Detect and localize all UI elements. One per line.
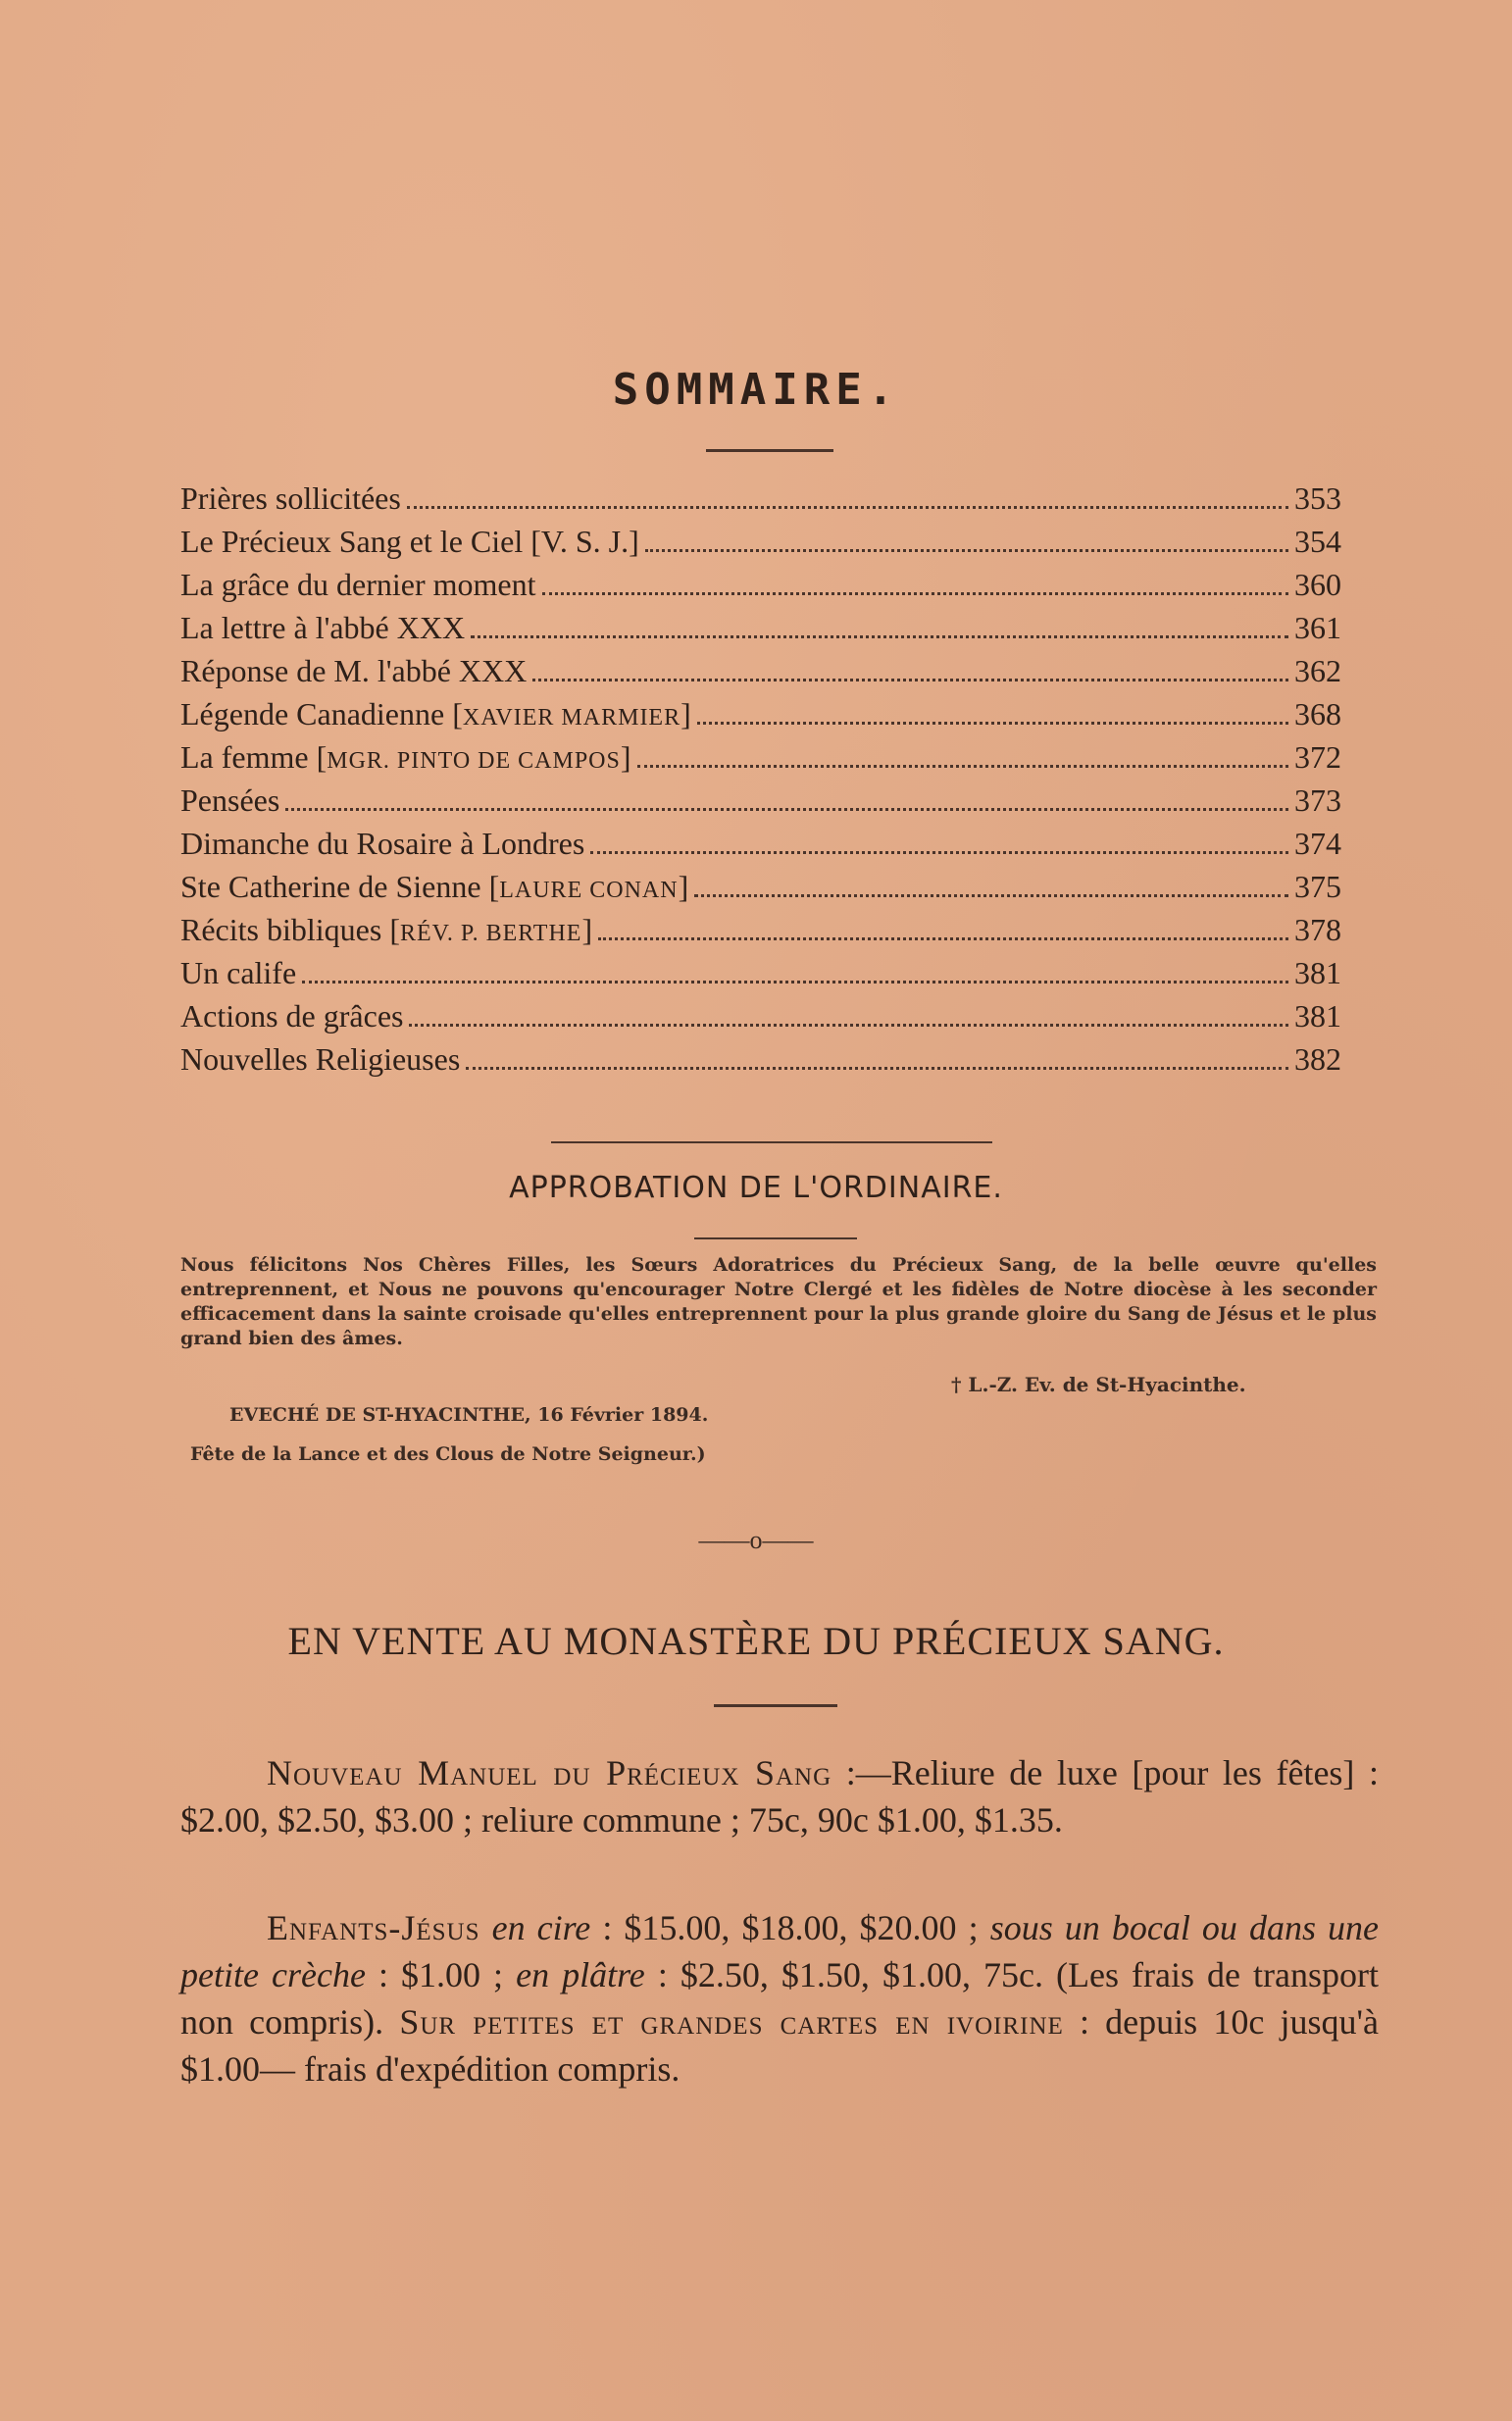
toc-leader-dots (532, 678, 1288, 681)
toc-title-text: Un calife (180, 955, 297, 990)
toc-title-text: Légende Canadienne [ (180, 696, 463, 731)
toc-row (180, 567, 1341, 610)
toc-page-number: 374 (1294, 826, 1341, 861)
toc-leader-dots (407, 505, 1288, 509)
vente-paragraph-manual (180, 1749, 1379, 1843)
toc-author: MGR. PINTO DE CAMPOS (327, 748, 621, 774)
toc-row (180, 1041, 1341, 1084)
toc-row (180, 653, 1341, 696)
toc-title (180, 480, 401, 517)
toc-row (180, 480, 1341, 524)
toc-leader-dots (694, 893, 1288, 897)
toc-row (180, 869, 1341, 912)
toc-title-text: Ste Catherine de Sienne [ (180, 869, 500, 904)
toc-leader-dots (285, 807, 1288, 811)
toc-leader-dots (697, 721, 1288, 725)
toc-leader-dots (598, 936, 1288, 940)
section-separator: ——o—— (698, 1526, 814, 1554)
toc-page-number: 353 (1294, 480, 1341, 516)
toc-title (180, 610, 465, 646)
title-rule (706, 449, 833, 452)
toc-page-number: 360 (1294, 567, 1341, 602)
toc-title-text: Actions de grâces (180, 998, 404, 1034)
vente-paragraph-enfants (180, 1904, 1379, 2093)
toc-page-number: 362 (1294, 653, 1341, 688)
toc-page-number: 375 (1294, 869, 1341, 904)
toc-title-text: Pensées (180, 782, 280, 818)
toc-row (180, 826, 1341, 869)
toc-row (180, 912, 1341, 955)
toc-page-number: 373 (1294, 782, 1341, 818)
toc-leader-dots (466, 1066, 1288, 1070)
toc-title (180, 653, 527, 689)
toc-leader-dots (302, 980, 1288, 984)
cartes-title: Sur petites et grandes cartes en ivoirine (399, 2002, 1064, 2042)
approbation-rule (694, 1237, 857, 1239)
approbation-place-date: EVECHÉ DE ST-HYACINTHE, 16 Février 1894. (229, 1404, 709, 1426)
approbation-top-rule (551, 1141, 992, 1143)
vente-title: EN VENTE AU MONASTÈRE DU PRÉCIEUX SANG. (287, 1619, 1225, 1663)
toc-title (180, 998, 403, 1034)
toc-page-number: 368 (1294, 696, 1341, 731)
toc-author: LAURE CONAN (499, 878, 679, 903)
table-of-contents (180, 480, 1341, 1084)
toc-title (180, 567, 536, 603)
toc-row (180, 739, 1341, 782)
toc-bracket: ] (678, 869, 689, 904)
cartes-prices: : depuis 10c jusqu'à $1.00— frais d'expédition compris. (180, 2002, 1379, 2089)
toc-bracket: ] (620, 739, 631, 775)
toc-page-number: 378 (1294, 912, 1341, 947)
enfants-cire: en cire (491, 1908, 591, 1947)
toc-page-number: 354 (1294, 524, 1341, 559)
toc-title-text: Nouvelles Religieuses (180, 1041, 461, 1077)
enfants-bocal: sous un bocal ou dans une petite crèche (180, 1908, 1380, 1994)
toc-title-text: La grâce du dernier moment (180, 567, 536, 602)
toc-title-text: Dimanche du Rosaire à Londres (180, 826, 585, 861)
toc-row (180, 998, 1341, 1041)
toc-page-number: 381 (1294, 955, 1341, 990)
enfants-platre: en plâtre (516, 1955, 645, 1994)
toc-row (180, 524, 1341, 567)
toc-title-text: Prières sollicitées (180, 480, 401, 516)
toc-title-text: La lettre à l'abbé XXX (180, 610, 466, 645)
approbation-title: APPROBATION DE L'ORDINAIRE. (509, 1171, 1003, 1205)
toc-leader-dots (409, 1023, 1288, 1027)
enfants-platre-prices: : $2.50, $1.50, $1.00, 75c. (Les frais de transport non compris). (180, 1955, 1380, 2042)
manual-prices: :—Reliure de luxe [pour les fêtes] : $2.00, $2.50, $3.00 ; reliure commune ; 75c, 90c $1.00, $1.35. (180, 1753, 1379, 1840)
approbation-signature: † L.-Z. Ev. de St-Hyacinthe. (951, 1373, 1246, 1396)
toc-bracket: ] (680, 696, 691, 731)
toc-leader-dots (637, 764, 1288, 768)
toc-title (180, 826, 584, 862)
page-title: SOMMAIRE. (612, 365, 900, 415)
toc-row (180, 782, 1341, 826)
toc-title (180, 524, 639, 560)
toc-title (180, 739, 631, 776)
toc-author: RÉV. P. BERTHE (399, 921, 582, 946)
toc-leader-dots (590, 850, 1288, 854)
approbation-text: Nous félicitons Nos Chères Filles, les Sœurs Adoratrices du Précieux Sang, de la belle œuvre qu'elles entreprennent, et Nous ne pouvons qu'encourager Notre Clergé et les fidèles de Notre diocèse à les seconder efficacement dans la sainte croisade qu'elles entreprennent pour la plus grande gloire du Sang de Jésus et le plus grand bien des âmes. (180, 1254, 1377, 1349)
toc-page-number: 372 (1294, 739, 1341, 775)
toc-title (180, 869, 688, 905)
toc-page-number: 381 (1294, 998, 1341, 1034)
toc-row (180, 696, 1341, 739)
toc-author: XAVIER MARMIER (462, 705, 681, 731)
toc-bracket: ] (581, 912, 593, 947)
toc-title-text: Réponse de M. l'abbé XXX (180, 653, 528, 688)
toc-leader-dots (542, 591, 1289, 595)
toc-row (180, 955, 1341, 998)
vente-rule (714, 1704, 837, 1707)
toc-title (180, 696, 691, 732)
approbation-feast: Fête de la Lance et des Clous de Notre Seigneur.) (190, 1443, 706, 1465)
enfants-cire-prices: : $15.00, $18.00, $20.00 ; (590, 1908, 990, 1947)
toc-leader-dots (471, 634, 1288, 638)
manual-title: Nouveau Manuel du Précieux Sang (267, 1753, 832, 1792)
toc-title-text: Récits bibliques [ (180, 912, 400, 947)
toc-title (180, 1041, 460, 1078)
toc-title (180, 912, 592, 948)
enfants-title: Enfants-Jésus (267, 1908, 480, 1947)
toc-title (180, 782, 279, 819)
toc-row (180, 610, 1341, 653)
toc-page-number: 361 (1294, 610, 1341, 645)
toc-title-text: Le Précieux Sang et le Ciel [V. S. J.] (180, 524, 639, 559)
toc-page-number: 382 (1294, 1041, 1341, 1077)
toc-title (180, 955, 296, 991)
toc-leader-dots (645, 548, 1288, 552)
toc-title-text: La femme [ (180, 739, 328, 775)
enfants-bocal-price: : $1.00 ; (365, 1955, 517, 1994)
